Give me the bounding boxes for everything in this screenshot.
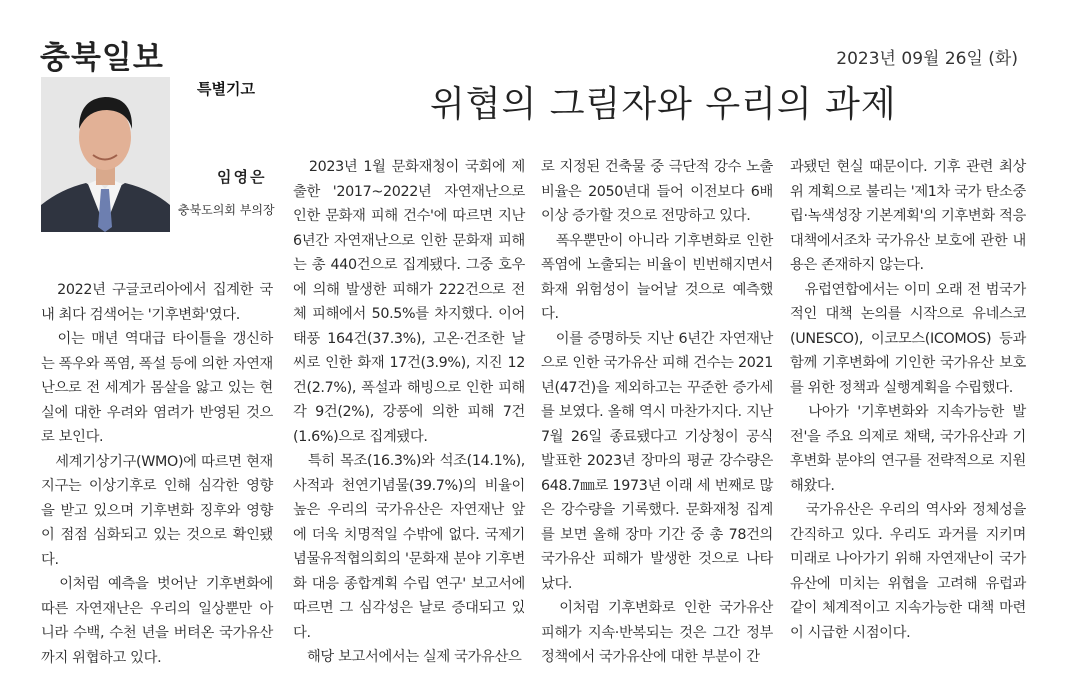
article-column-3: 로 지정된 건축물 중 극단적 강수 노출 비율은 2050년대 들어 이전보다 6배 이상 증가할 것으로 전망하고 있다. 폭우뿐만이 아니라 기후변화로 인한 폭염에 노출되는 비율이 빈번해지면서 화재 위험성이 늘어날 것으로 예측했다. 이를 증명하듯 지난 6년간 자연재난으로 인한 국가유산 피해 건수는 2021년(47건)을 제외하고는 꾸준한 증가세를 보였다. 올해 역시 마찬가지다. 지난 7월 26일 종료됐다고 기상청이 공식 발표한 2023년 장마의 평균 강수량은 648.7㎜로 1973년 이래 세 번째로 많은 강수량을 기록했다. 문화재청 집계를 보면 올해 장마 기간 중 총 78건의 국가유산 피해가 발생한 것으로 나타났다. 이처럼 기후변화로 인한 국가유산 피해가 지속·반복되는 것은 그간 정부 정책에서 국가유산에 대한 부분이 간 <box>541 159 773 665</box>
author-photo <box>41 77 170 232</box>
publication-date: 2023년 09월 26일 (화) <box>836 49 1018 69</box>
article-column-2: 2023년 1월 문화재청이 국회에 제출한 '2017~2022년 자연재난으로 인한 문화재 피해 건수'에 따르면 지난 6년간 자연재난으로 인한 문화재 피해는 총 440건으로 집계됐다. 그중 호우에 의해 발생한 피해가 222건으로 전체 피해에서 50.5%를 차지했다. 이어 태풍 164건(37.3%), 고온·건조한 날씨로 인한 화재 17건(3.9%), 지진 12건(2.7%), 폭설과 해빙으로 인한 피해 각 9건(2%), 강풍에 의한 피해 7건(1.6%)으로 집계됐다. 특히 목조(16.3%)와 석조(14.1%), 사적과 천연기념물(39.7%)의 비율이 높은 우리의 국가유산은 자연재난 앞에 더욱 치명적일 수밖에 없다. 국제기념물유적협의회의 '문화재 분야 기후변화 대응 종합계획 수립 연구' 보고서에 따르면 그 심각성은 날로 증대되고 있다. 해당 보고서에서는 실제 국가유산으 <box>293 159 525 665</box>
section-label: 특별기고 <box>197 80 255 98</box>
article-column-4: 과됐던 현실 때문이다. 기후 관련 최상위 계획으로 불리는 '제1차 국가 탄소중립·녹색성장 기본계획'의 기후변화 적응대책에서조차 국가유산 보호에 관한 내용은 존재하지 않는다. 유럽연합에서는 이미 오래 전 범국가적인 대책 논의를 시작으로 유네스코(UNESCO), 이코모스(ICOMOS) 등과 함께 기후변화에 기인한 국가유산 보호를 위한 정책과 실행계획을 수립했다. 나아가 '기후변화와 지속가능한 발전'을 주요 의제로 채택, 국가유산과 기후변화 분야의 연구를 전략적으로 지원해왔다. 국가유산은 우리의 역사와 정체성을 간직하고 있다. 우리도 과거를 지키며 미래로 나아가기 위해 자연재난이 국가유산에 미치는 위협을 고려해 유럽과 같이 체계적이고 지속가능한 대책 마련이 시급한 시점이다. <box>790 159 1026 641</box>
newspaper-masthead: 충북일보 <box>40 40 164 76</box>
author-portrait-icon <box>41 77 170 232</box>
article-column-1: 2022년 구글코리아에서 집계한 국내 최다 검색어는 '기후변화'였다. 이는 매년 역대급 타이틀을 갱신하는 폭우와 폭염, 폭설 등에 의한 자연재난으로 전 세계가 몸살을 앓고 있는 현실에 대한 우려와 염려가 반영된 것으로 보인다. 세계기상기구(WMO)에 따르면 현재 지구는 이상기후로 인해 심각한 영향을 받고 있으며 기후변화 징후와 영향이 점점 심화되고 있는 것으로 확인됐다. 이처럼 예측을 벗어난 기후변화에 따른 자연재난은 우리의 일상뿐만 아니라 수백, 수천 년을 버텨온 국가유산까지 위협하고 있다. <box>41 282 273 666</box>
article-headline: 위협의 그림자와 우리의 과제 <box>430 84 897 125</box>
author-title: 충북도의회 부의장 <box>178 203 275 217</box>
author-name: 임영은 <box>217 168 267 186</box>
